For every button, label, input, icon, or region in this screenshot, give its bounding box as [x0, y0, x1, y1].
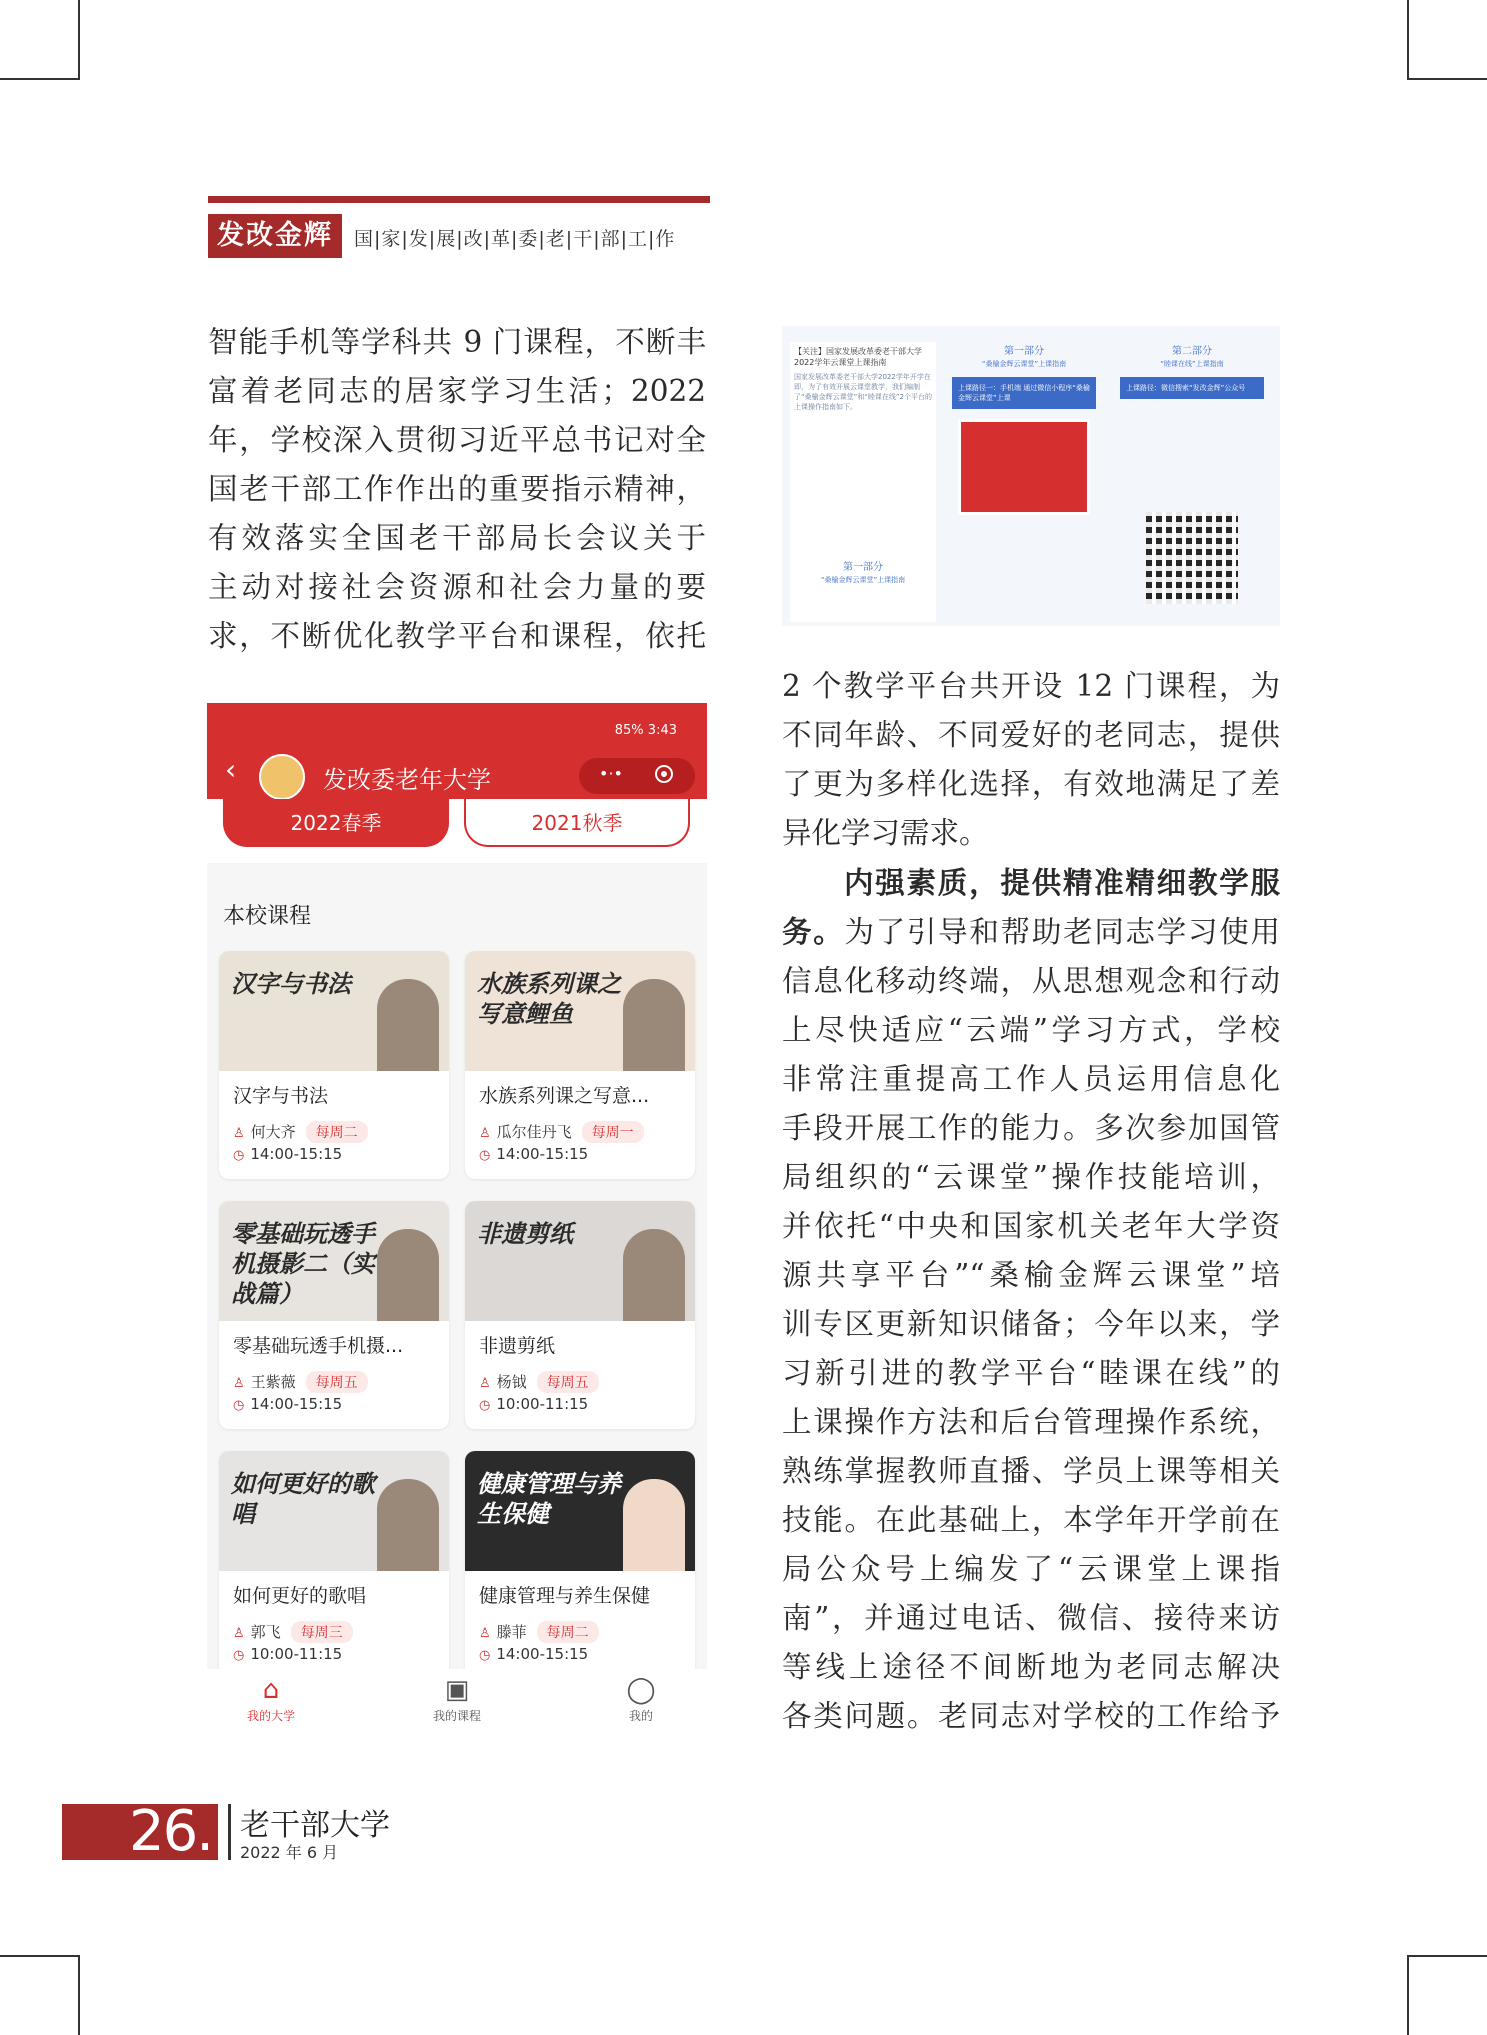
- course-thumbnail-title: 健康管理与养生保健: [477, 1469, 621, 1528]
- course-time: [479, 1145, 588, 1163]
- weekday-badge: 每周二: [537, 1621, 599, 1643]
- text-line: 异化学习需求。: [782, 816, 989, 850]
- nav-label: 我的课程: [432, 1709, 481, 1723]
- qr-code-overlay: [1146, 512, 1238, 604]
- app-title: 发改委老年大学: [323, 766, 491, 794]
- course-card[interactable]: [219, 1451, 449, 1679]
- text-line: [782, 907, 1280, 957]
- course-card[interactable]: [219, 1201, 449, 1429]
- crop-mark: [1407, 0, 1409, 80]
- text-line: 局公众号上编发了“云课堂上课指: [782, 1552, 1280, 1586]
- weekday-badge: 每周五: [306, 1371, 368, 1393]
- text-line: 非常注重提高工作人员运用信息化: [782, 1062, 1280, 1096]
- tab-spring-2022[interactable]: 2022春季: [223, 799, 449, 847]
- course-card[interactable]: [219, 951, 449, 1179]
- time-value: 14:00-15:15: [496, 1645, 589, 1663]
- time-value: 14:00-15:15: [250, 1395, 343, 1413]
- guide-part-two: [1112, 326, 1272, 626]
- tab-autumn-2021[interactable]: 2021秋季: [464, 799, 690, 847]
- guide-part-heading: 第二部分: [1172, 346, 1212, 357]
- status-bar: 85% 3:43: [614, 723, 677, 738]
- teacher-photo: [623, 1229, 685, 1321]
- course-thumbnail-title: 非遗剪纸: [477, 1219, 573, 1248]
- issue-date: 2022 年 6 月: [240, 1843, 339, 1862]
- header-rule: [208, 196, 710, 203]
- user-icon: ◯: [626, 1675, 656, 1705]
- weekday-badge: 每周一: [582, 1121, 644, 1143]
- teacher-name: 滕菲: [496, 1623, 527, 1641]
- teacher-name: 瓜尔佳丹飞: [496, 1123, 572, 1141]
- person-icon: ♙: [479, 1126, 491, 1141]
- section-title: 本校课程: [223, 904, 312, 929]
- course-time: [233, 1395, 342, 1413]
- course-teacher: [233, 1621, 353, 1643]
- nav-my-courses[interactable]: [397, 1673, 517, 1724]
- footer-divider: [228, 1804, 231, 1860]
- person-icon: ♙: [233, 1126, 245, 1141]
- text-line: 2 个教学平台共开设 12 门课程，为: [782, 669, 1280, 703]
- header-subtitle: 国|家|发|展|改|革|委|老|干|部|工|作: [354, 228, 676, 250]
- home-icon: ⌂: [262, 1675, 280, 1705]
- person-icon: ♙: [233, 1376, 245, 1391]
- crop-mark: [0, 78, 80, 80]
- weekday-badge: 每周二: [306, 1121, 368, 1143]
- teacher-photo: [623, 979, 685, 1071]
- course-teacher: [233, 1371, 368, 1393]
- crop-mark: [1407, 1955, 1409, 2035]
- magazine-title: 老干部大学: [240, 1808, 390, 1843]
- guide-part-subheading: “桑榆金辉云课堂”上课指南: [981, 360, 1067, 368]
- close-target-icon[interactable]: [655, 765, 673, 783]
- text-line: 各类问题。老同志对学校的工作给予: [782, 1699, 1280, 1733]
- crop-mark: [78, 0, 80, 80]
- school-logo-icon: [259, 754, 305, 800]
- teacher-name: 郭飞: [250, 1623, 281, 1641]
- course-thumbnail: [219, 951, 449, 1071]
- text-line: 智能手机等学科共 9 门课程，不断丰: [208, 325, 706, 359]
- time-value: 14:00-15:15: [496, 1145, 589, 1163]
- text-fragment: 为了引导和帮助老同志学习使用: [844, 915, 1280, 949]
- weekday-badge: 每周三: [291, 1621, 353, 1643]
- text-line: 技能。在此基础上，本学年开学前在: [782, 1503, 1280, 1537]
- nav-label: 我的大学: [246, 1709, 295, 1723]
- course-thumbnail: [465, 1451, 695, 1571]
- course-thumbnail-title: 水族系列课之写意鲤鱼: [477, 969, 621, 1028]
- teacher-name: 何大齐: [250, 1123, 296, 1141]
- course-teacher: [233, 1121, 368, 1143]
- guide-part-one: [944, 326, 1104, 626]
- guide-article-body: 国家发展改革委老干部大学2022学年开学在即，为了有效开展云课堂教学，我们编制了“桑榆金辉云课堂”和“睦课在线”2个平台的上课操作指南如下。: [794, 373, 932, 411]
- body-column-right: [782, 662, 1280, 1741]
- clock-icon: ◷: [233, 1648, 245, 1663]
- text-line: 习新引进的教学平台“睦课在线”的: [782, 1356, 1280, 1390]
- crop-mark: [1407, 78, 1487, 80]
- more-dots-icon[interactable]: •·•: [599, 764, 623, 783]
- course-thumbnail-title: 如何更好的歌唱: [231, 1469, 375, 1528]
- guide-part-heading: 第一部分: [1004, 346, 1044, 357]
- page-number: 26.: [128, 1799, 212, 1864]
- section-heading-end: 务。: [782, 914, 845, 949]
- course-time: [479, 1645, 588, 1663]
- phone-preview: [958, 419, 1090, 515]
- guide-part-one-footer: [790, 558, 936, 585]
- text-line: 主动对接社会资源和社会力量的要: [208, 570, 706, 604]
- crop-mark: [0, 1955, 80, 1957]
- text-line: 了更为多样化选择，有效地满足了差: [782, 767, 1280, 801]
- course-thumbnail: [465, 951, 695, 1071]
- section-heading: 内强素质，提供精准精细教学服: [844, 865, 1280, 900]
- clock-icon: ◷: [479, 1398, 491, 1413]
- course-card[interactable]: [465, 951, 695, 1179]
- guide-step-box: 上课路径：微信搜索“发改金辉”公众号: [1120, 377, 1264, 399]
- guide-part-subheading: “睦课在线”上课指南: [1160, 360, 1224, 368]
- text-line: 有效落实全国老干部局长会议关于: [208, 521, 706, 555]
- body-column-left: [208, 318, 706, 661]
- person-icon: ♙: [233, 1626, 245, 1641]
- course-teacher: [479, 1621, 599, 1643]
- course-teacher: [479, 1371, 599, 1393]
- text-line: 信息化移动终端，从思想观念和行动: [782, 964, 1280, 998]
- text-line: 局组织的“云课堂”操作技能培训，: [782, 1160, 1280, 1194]
- teacher-name: 王紫薇: [250, 1373, 296, 1391]
- text-line: 不同年龄、不同爱好的老同志，提供: [782, 718, 1280, 752]
- course-thumbnail: [219, 1451, 449, 1571]
- text-line: 源共享平台”“桑榆金辉云课堂”培: [782, 1258, 1280, 1292]
- text-line: 等线上途径不间断地为老同志解决: [782, 1650, 1280, 1684]
- miniprogram-capsule[interactable]: [579, 758, 695, 794]
- teacher-photo: [377, 979, 439, 1071]
- text-line: 富着老同志的居家学习生活；2022: [208, 374, 706, 408]
- text-line: 并依托“中央和国家机关老年大学资: [782, 1209, 1280, 1243]
- course-teacher: [479, 1121, 644, 1143]
- course-thumbnail-title: 零基础玩透手机摄影二（实战篇）: [231, 1219, 375, 1308]
- time-value: 10:00-11:15: [250, 1645, 343, 1663]
- text-line: 上课操作方法和后台管理操作系统，: [782, 1405, 1280, 1439]
- header-logo: 发改金辉: [208, 214, 342, 258]
- clock-icon: ◷: [233, 1148, 245, 1163]
- person-icon: ♙: [479, 1376, 491, 1391]
- teacher-photo: [377, 1479, 439, 1571]
- text-line: 熟练掌握教师直播、学员上课等相关: [782, 1454, 1280, 1488]
- nav-me[interactable]: [581, 1673, 701, 1724]
- time-value: 14:00-15:15: [250, 1145, 343, 1163]
- course-title: 如何更好的歌唱: [233, 1585, 367, 1607]
- course-title: 健康管理与养生保健: [479, 1585, 651, 1607]
- clock-icon: ◷: [479, 1648, 491, 1663]
- text-line: 年，学校深入贯彻习近平总书记对全: [208, 423, 706, 457]
- guide-screenshot: [782, 326, 1280, 626]
- teacher-photo: [623, 1479, 685, 1571]
- text-line: 上尽快适应“云端”学习方式，学校: [782, 1013, 1280, 1047]
- weekday-badge: 每周五: [537, 1371, 599, 1393]
- teacher-photo: [377, 1229, 439, 1321]
- course-time: [479, 1395, 588, 1413]
- time-value: 10:00-11:15: [496, 1395, 589, 1413]
- course-time: [233, 1645, 342, 1663]
- bottom-nav: [207, 1669, 707, 1730]
- teacher-name: 杨钺: [496, 1373, 527, 1391]
- crop-mark: [1407, 1955, 1487, 1957]
- back-arrow-icon[interactable]: ‹: [225, 753, 237, 786]
- course-card[interactable]: [465, 1201, 695, 1429]
- nav-label: 我的: [628, 1709, 653, 1723]
- course-thumbnail-title: 汉字与书法: [231, 969, 351, 998]
- text-line: 训专区更新知识储备；今年以来，学: [782, 1307, 1280, 1341]
- course-thumbnail: [219, 1201, 449, 1321]
- guide-article-title: 【关注】国家发展改革委老干部大学2022学年云课堂上课指南: [794, 347, 922, 367]
- person-icon: ♙: [479, 1626, 491, 1641]
- text-line: 手段开展工作的能力。多次参加国管: [782, 1111, 1280, 1145]
- course-thumbnail: [465, 1201, 695, 1321]
- course-card[interactable]: [465, 1451, 695, 1679]
- text-line: 求，不断优化教学平台和课程，依托: [208, 619, 706, 653]
- course-title: 水族系列课之写意...: [479, 1085, 650, 1107]
- phone-screenshot: [207, 703, 707, 1730]
- nav-my-university[interactable]: [211, 1673, 331, 1724]
- course-title: 非遗剪纸: [479, 1335, 556, 1357]
- text-line: 南”，并通过电话、微信、接待来访: [782, 1601, 1280, 1635]
- guide-part-subheading: “桑榆金辉云课堂”上课指南: [820, 576, 906, 584]
- clock-icon: ◷: [479, 1148, 491, 1163]
- course-title: 零基础玩透手机摄...: [233, 1335, 404, 1357]
- course-time: [233, 1145, 342, 1163]
- guide-step-box: 上课路径一：手机端 通过微信小程序“桑榆金辉云课堂”上课: [952, 377, 1096, 409]
- guide-part-heading: 第一部分: [843, 562, 883, 573]
- crop-mark: [78, 1955, 80, 2035]
- clock-icon: ◷: [233, 1398, 245, 1413]
- term-tabs: [207, 799, 707, 863]
- course-title: 汉字与书法: [233, 1085, 329, 1107]
- text-line: 国老干部工作作出的重要指示精神，: [208, 472, 706, 506]
- video-icon: ▣: [444, 1675, 470, 1705]
